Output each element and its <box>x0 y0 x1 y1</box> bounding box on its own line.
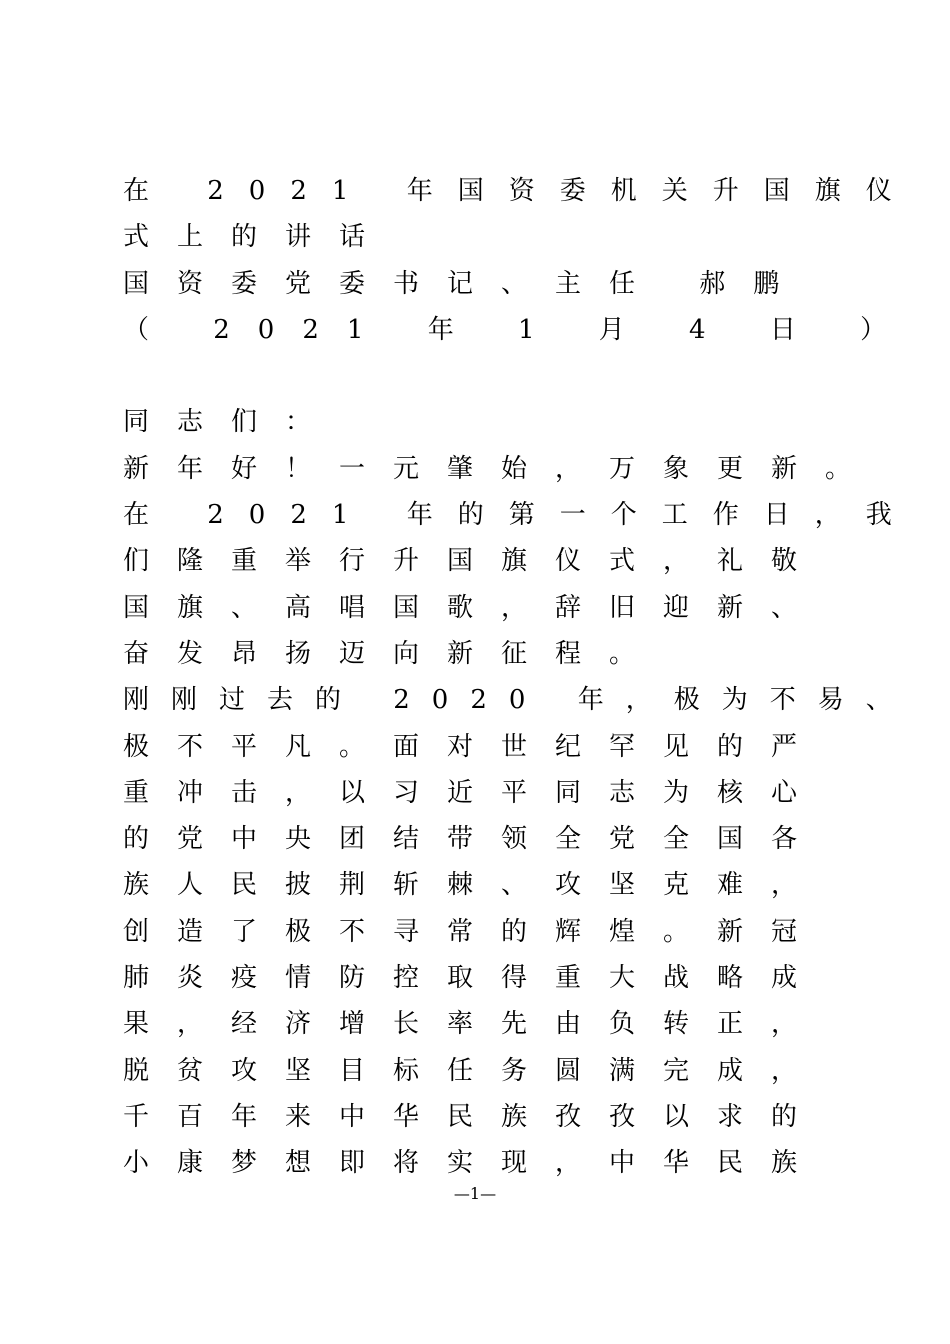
body-line: 创造了极不寻常的辉煌。新冠 <box>123 916 826 947</box>
body-line: 国旗、高唱国歌，辞旧迎新、 <box>123 592 826 623</box>
body-line: 肺炎疫情防控取得重大战略成 <box>123 963 826 994</box>
body-line: 千百年来中华民族孜孜以求的 <box>123 1101 826 1132</box>
title-line-2: 式上的讲话 <box>123 222 394 253</box>
document-text <box>123 168 917 1187</box>
body-line: 新年好！一元肇始，万象更新。 <box>123 453 880 484</box>
body-line: 刚刚过去的 2020 年，极为不易、 <box>123 685 914 716</box>
blank-line <box>123 353 903 399</box>
page-number: —1— <box>453 1184 497 1203</box>
body-line: 小康梦想即将实现，中华民族 <box>123 1148 826 1179</box>
body-line: 脱贫攻坚目标任务圆满完成， <box>123 1055 826 1086</box>
body-line: 的党中央团结带领全党全国各 <box>123 824 826 855</box>
body-line: 极不平凡。面对世纪罕见的严 <box>123 731 826 762</box>
body-line: 族人民披荆斩棘、攻坚克难， <box>123 870 826 901</box>
author-line: 国资委党委书记、主任 郝鹏 <box>123 268 808 299</box>
body-line: 果，经济增长率先由负转正， <box>123 1009 826 1040</box>
title-line-1: 在 2021 年国资委机关升国旗仪 <box>123 176 917 206</box>
body-line: 重冲击，以习近平同志为核心 <box>123 777 826 808</box>
date-line: （ 2021 年 1 月 4 日 ） <box>123 314 915 345</box>
body-line: 同志们： <box>123 407 340 438</box>
body-line: 在 2021 年的第一个工作日，我 <box>123 500 917 531</box>
body-line: 们隆重举行升国旗仪式，礼敬 <box>123 546 826 577</box>
body-line: 奋发昂扬迈向新征程。 <box>123 638 664 669</box>
